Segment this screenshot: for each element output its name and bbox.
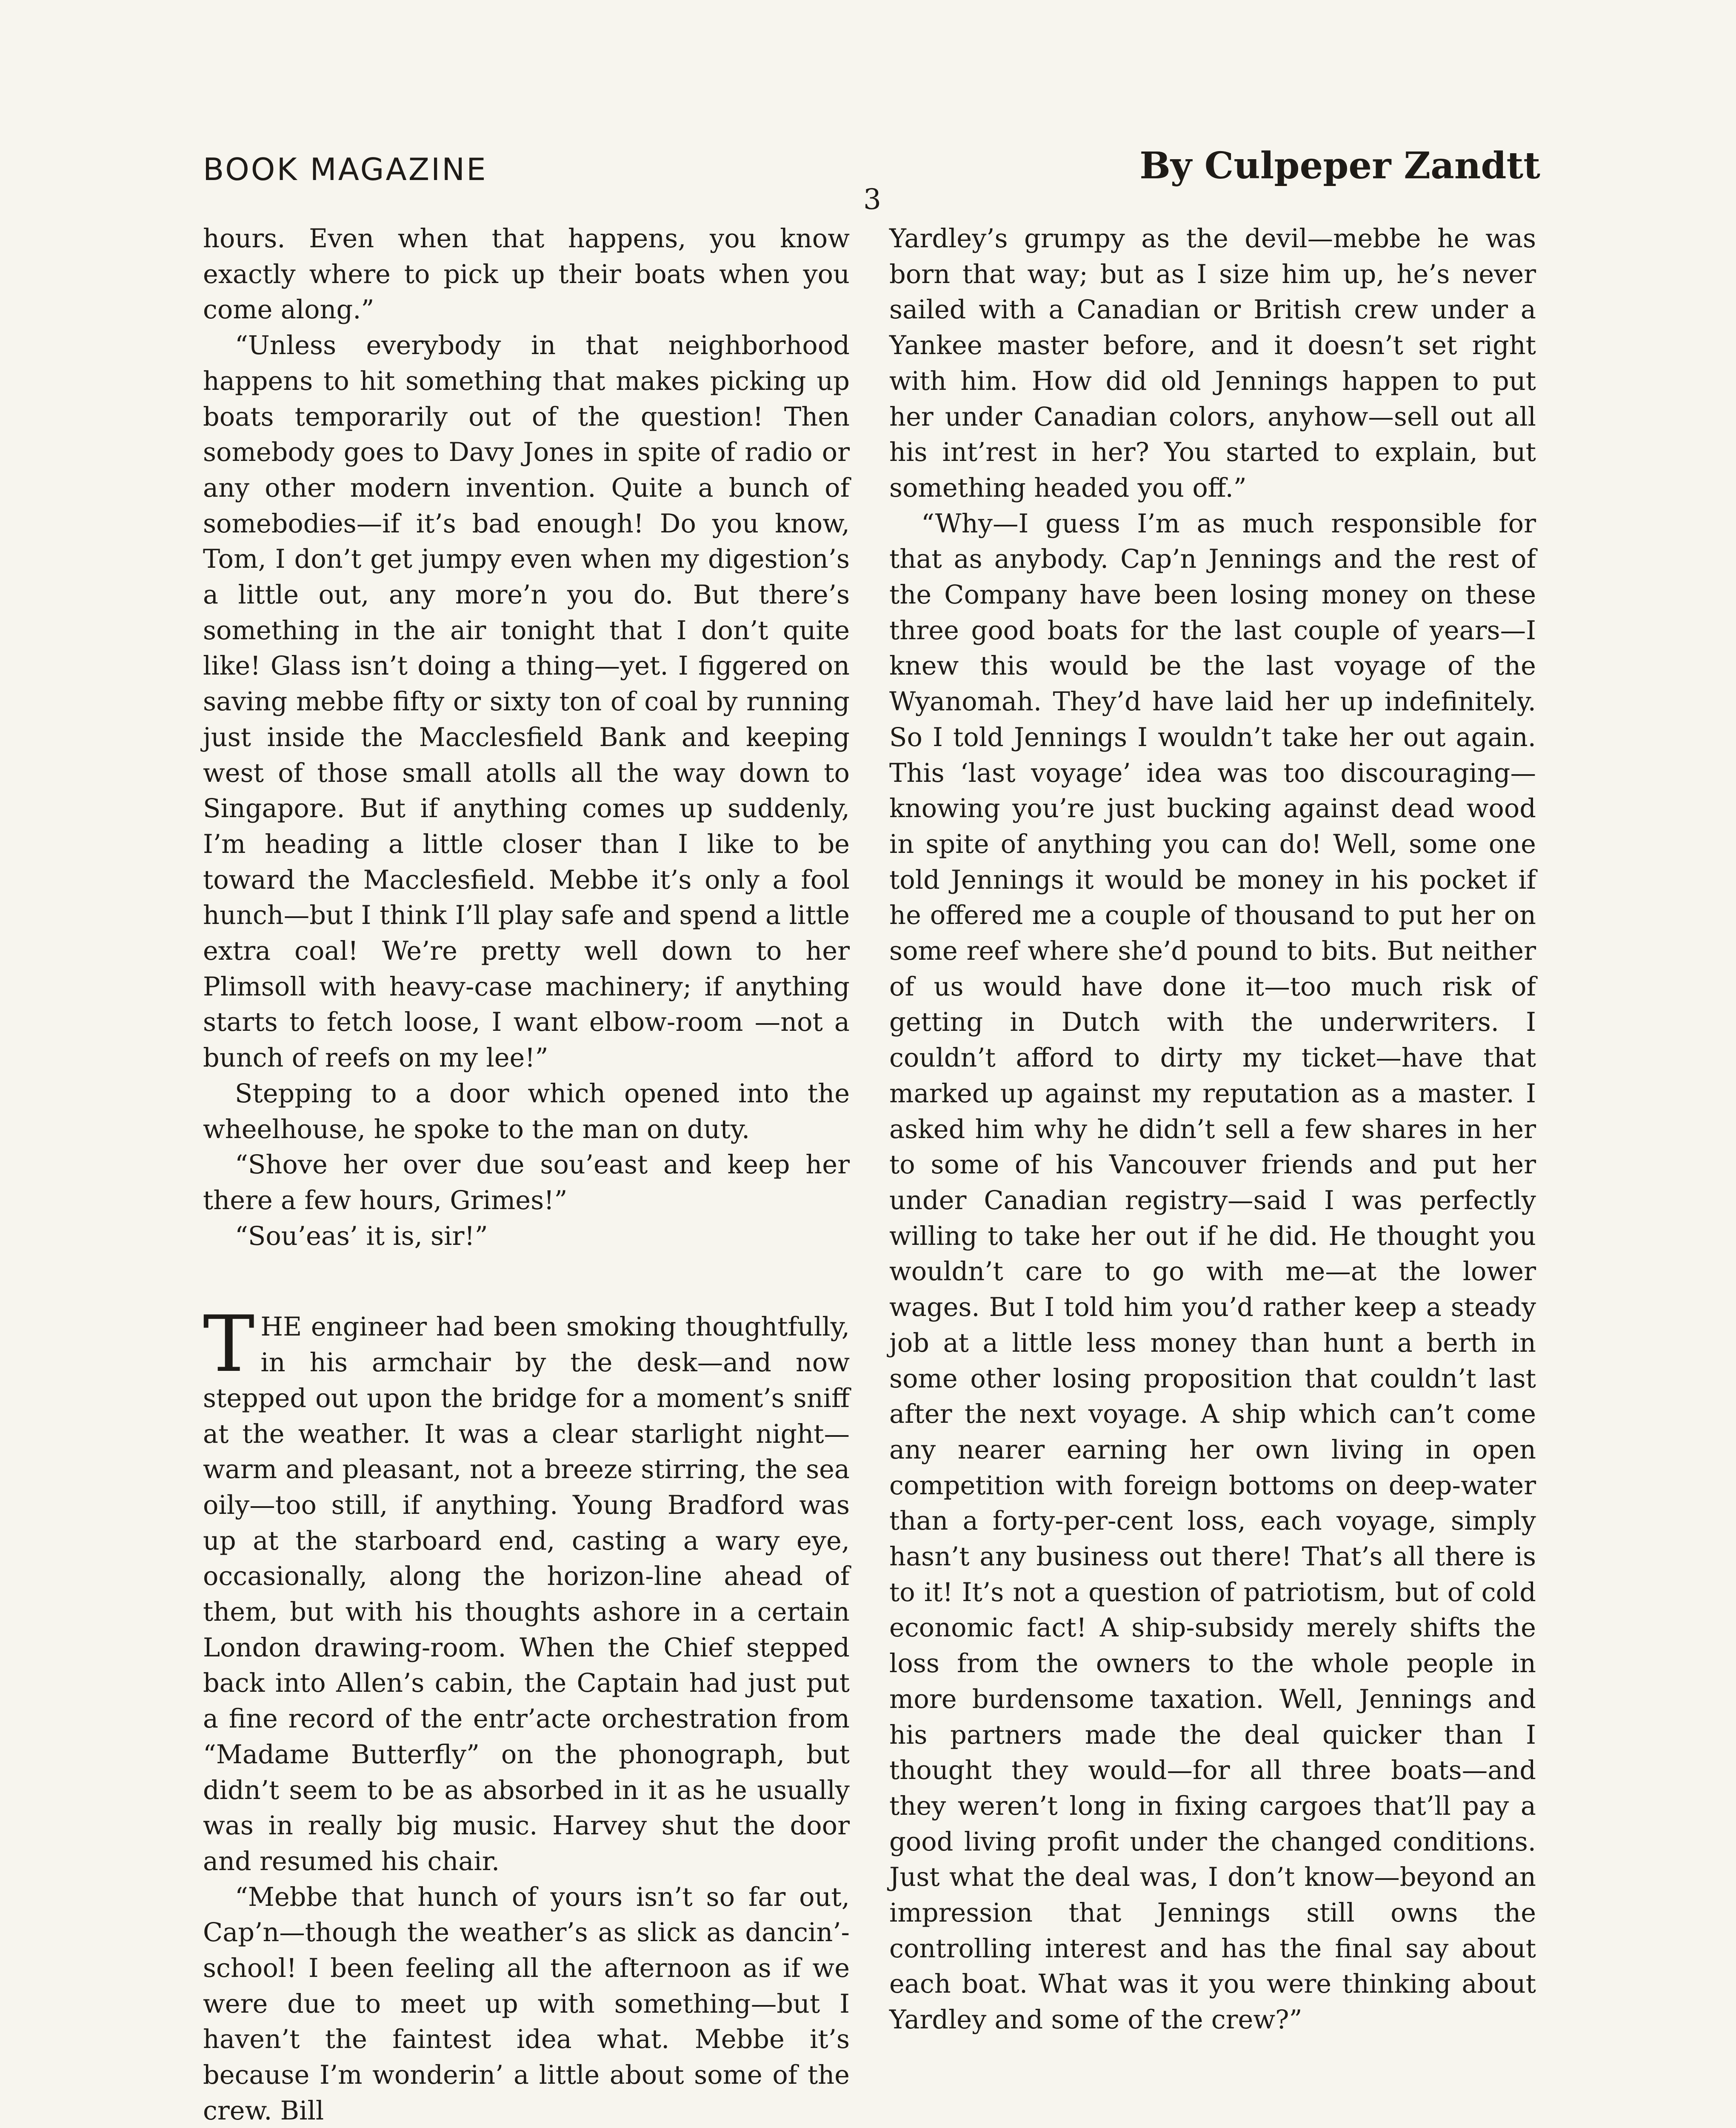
left-column: [203, 221, 850, 2128]
page-number: 3: [863, 183, 881, 216]
paragraph: “Mebbe that hunch of yours isn’t so far out, Cap’n—though the weather’s as slick as dancin’-school! I been feeling all the afternoon as if we were due to meet up with something—but I haven’t the faintest idea what. Mebbe it’s because I’m wonderin’ a little about some of the crew. Bill: [203, 1882, 850, 2126]
section-opening-paragraph: [203, 1299, 850, 1879]
magazine-title: BOOK MAGAZINE: [203, 152, 488, 187]
page-header: [203, 140, 1540, 187]
paragraph: “Why—I guess I’m as much responsible for that as anybody. Cap’n Jennings and the rest of the Company have been losing money on these three good boats for the last couple of years—I knew this would be the last voyage of the Wyanomah. They’d have laid her up indefinitely. So I told Jennings I wouldn’t take her out again. This ‘last voyage’ idea was too discouraging—knowing you’re just bucking against dead wood in spite of anything you can do! Well, some one told Jennings it would be money in his pocket if he offered me a couple of thousand to put her on some reef where she’d pound to bits. But neither of us would have done it—too much risk of getting in Dutch with the underwriters. I couldn’t afford to dirty my ticket—have that marked up against my reputation as a master. I asked him why he didn’t sell a few shares in her to some of his Vancouver friends and put her under Canadian registry—said I was perfectly willing to take her out if he did. He thought you wouldn’t care to go with me—at the lower wages. But I told him you’d rather keep a steady job at a little less money than hunt a berth in some other losing proposition that couldn’t last after the next voyage. A ship which can’t come any nearer earning her own living in open competition with foreign bottoms on deep-water than a forty-per-cent loss, each voyage, simply hasn’t any business out there! That’s all there is to it! It’s not a question of patriotism, but of cold economic fact! A ship-subsidy merely shifts the loss from the owners to the whole people in more burdensome taxation. Well, Jennings and his partners made the deal quicker than I thought they would—for all three boats—and they weren’t long in fixing cargoes that’ll pay a good living profit under the changed conditions. Just what the deal was, I don’t know—beyond an impression that Jennings still owns the controlling interest and has the final say about each boat. What was it you were thinking about Yardley and some of the crew?”: [889, 509, 1536, 2035]
right-column: [889, 221, 1536, 2038]
paragraph: “Shove her over due sou’east and keep her there a few hours, Grimes!”: [203, 1150, 850, 1216]
paragraph: “Sou’eas’ it is, sir!”: [235, 1221, 488, 1251]
paragraph: “Unless everybody in that neighborhood happens to hit something that makes picking up boats temporarily out of the question! Then somebody goes to Davy Jones in spite of radio or any other modern invention. Quite a bunch of somebodies—if it’s bad enough! Do you know, Tom, I don’t get jumpy even when my digestion’s a little out, any more’n you do. But there’s something in the air tonight that I don’t quite like! Glass isn’t doing a thing—yet. I figgered on saving mebbe fifty or sixty ton of coal by running just inside the Macclesfield Bank and keeping west of those small atolls all the way down to Singapore. But if anything comes up suddenly, I’m heading a little closer than I like to be toward the Macclesfield. Mebbe it’s only a fool hunch—but I think I’ll play safe and spend a little extra coal! We’re pretty well down to her Plimsoll with heavy-case machinery; if anything starts to fetch loose, I want elbow-room —not a bunch of reefs on my lee!”: [203, 331, 850, 1073]
author-byline: By Culpeper Zandtt: [1139, 144, 1540, 187]
paragraph: hours. Even when that happens, you know exactly where to pick up their boats when you come along.”: [203, 224, 850, 325]
paragraph: Stepping to a door which opened into the wheelhouse, he spoke to the man on duty.: [203, 1078, 850, 1144]
paragraph-text: HE engineer had been smoking thoughtfully, in his armchair by the desk—and now stepped out upon the bridge for a moment’s sniff at the weather. It was a clear starlight night—warm and pleasant, not a breeze stirring, the sea oily—too still, if anything. Young Bradford was up at the starboard end, casting a wary eye, occasionally, along the horizon-line ahead of them, but with his thoughts ashore in a certain London drawing-room. When the Chief stepped back into Allen’s cabin, the Captain had just put a fine record of the entr’acte orchestration from “Madame Butterfly” on the phonograph, but didn’t seem to be as absorbed in it as he usually was in really big music. Harvey shut the door and resumed his chair.: [203, 1312, 850, 1876]
paragraph: Yardley’s grumpy as the devil—mebbe he was born that way; but as I size him up, he’s never sailed with a Canadian or British crew under a Yankee master before, and it doesn’t set right with him. How did old Jennings happen to put her under Canadian colors, anyhow—sell out all his int’rest in her? You started to explain, but something headed you off.”: [889, 224, 1536, 503]
drop-cap: T: [203, 1299, 255, 1390]
